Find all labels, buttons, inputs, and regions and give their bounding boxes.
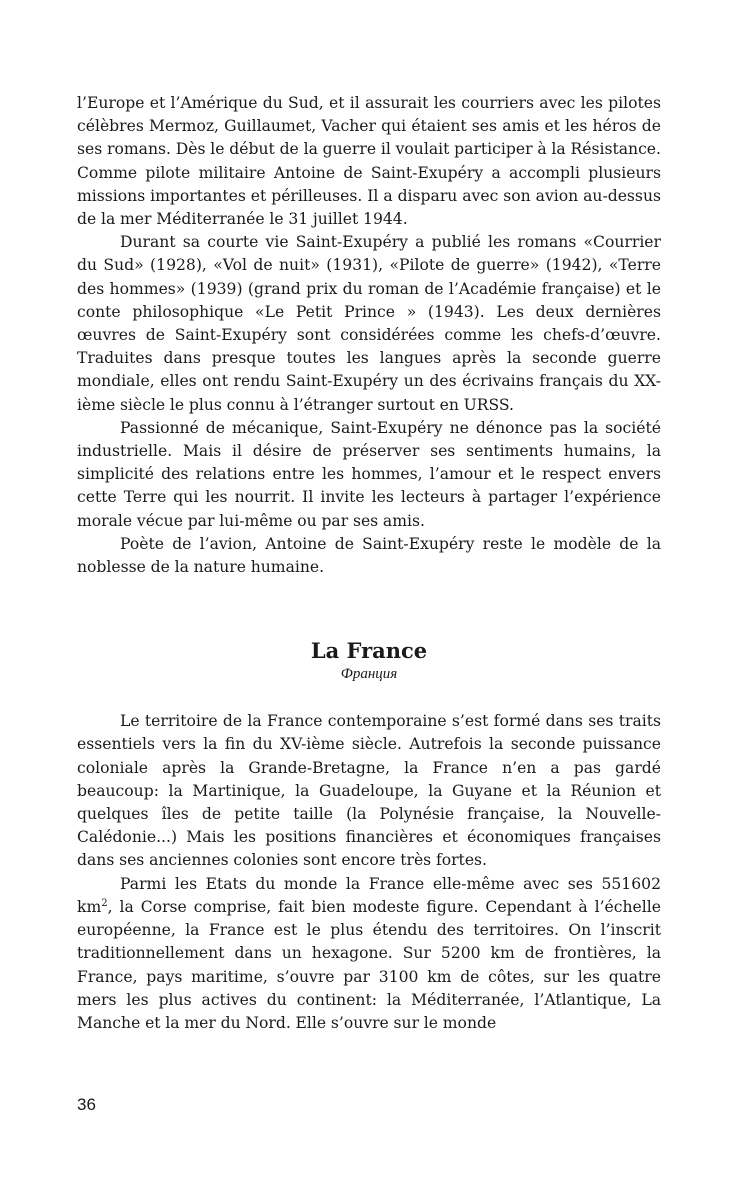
- page-number: 36: [77, 1095, 96, 1114]
- section-body: [77, 710, 661, 1035]
- section-paragraph-2-end: , la Corse comprise, fait bien modeste figure. Cependant à l’échelle européenne, la France est le plus étendu des territoires. On l’inscrit traditionnellement dans un hexagone. Sur 5200 km de frontières, la France, pays maritime, s’ouvre par 3100 km de côtes, sur les quatre mers les plus actives du continent: la Méditerranée, l’Atlantique, La Manche et la mer du Nord. Elle s’ouvre sur le monde: [77, 897, 661, 1032]
- paragraph-1: l’Europe et l’Amérique du Sud, et il assurait les courriers avec les pilotes célèbres Mermoz, Guillaumet, Vacher qui étaient ses amis et les héros de ses romans. Dès le début de la guerre il voulait participer à la Résistance. Comme pilote militaire Antoine de Saint-Exupéry a accompli plusieurs missions importantes et périlleuses. Il a disparu avec son avion au-dessus de la mer Méditerranée le 31 juillet 1944.: [77, 94, 661, 229]
- chapter-title: La France: [310, 638, 428, 664]
- section-paragraph-2: [77, 873, 661, 1035]
- paragraph-4: Poète de l’avion, Antoine de Saint-Exupéry reste le modèle de la noblesse de la nature humaine.: [77, 534, 661, 577]
- chapter-subtitle: Франция: [340, 666, 398, 683]
- paragraph-3: Passionné de mécanique, Saint-Exupéry ne dénonce pas la société industrielle. Mais il désire de préserver ses sentiments humains, la simplicité des relations entre les hommes, l’amour et le respect envers cette Terre qui les nourrit. Il invite les lecteurs à partager l’expérience morale vécue par lui-même ou par ses amis.: [77, 418, 661, 530]
- page-content: [77, 92, 661, 1035]
- superscript-2: 2: [101, 897, 108, 909]
- chapter-heading: [77, 638, 661, 684]
- paragraph-2: Durant sa courte vie Saint-Exupéry a publié les romans «Courrier du Sud» (1928), «Vol de nuit» (1931), «Pilote de guerre» (1942), «Terre des hommes» (1939) (grand prix du roman de l’Académie française) et le conte philosophique «Le Petit Prince » (1943). Les deux dernières œuvres de Saint-Exupéry sont considérées comme les chefs-d’œuvre. Traduites dans presque toutes les langues après la seconde guerre mondiale, elles ont rendu Saint-Exupéry un des écrivains français du XX-ième siècle le plus connu à l’étranger surtout en URSS.: [77, 233, 661, 414]
- section-paragraph-2-start: Parmi les Etats du monde la France elle-même avec ses 551602 km: [77, 874, 661, 916]
- section-paragraph-1: Le territoire de la France contemporaine s’est formé dans ses traits essentiels vers la fin du XV-ième siècle. Autrefois la seconde puissance coloniale après la Grande-Bretagne, la France n’en a pas gardé beaucoup: la Martinique, la Guadeloupe, la Guyane et la Réunion et quelques îles de petite taille (la Polynésie française, la Nouvelle-Calédonie...) Mais les positions financières et économiques françaises dans ses anciennes colonies sont encore très fortes.: [77, 712, 661, 870]
